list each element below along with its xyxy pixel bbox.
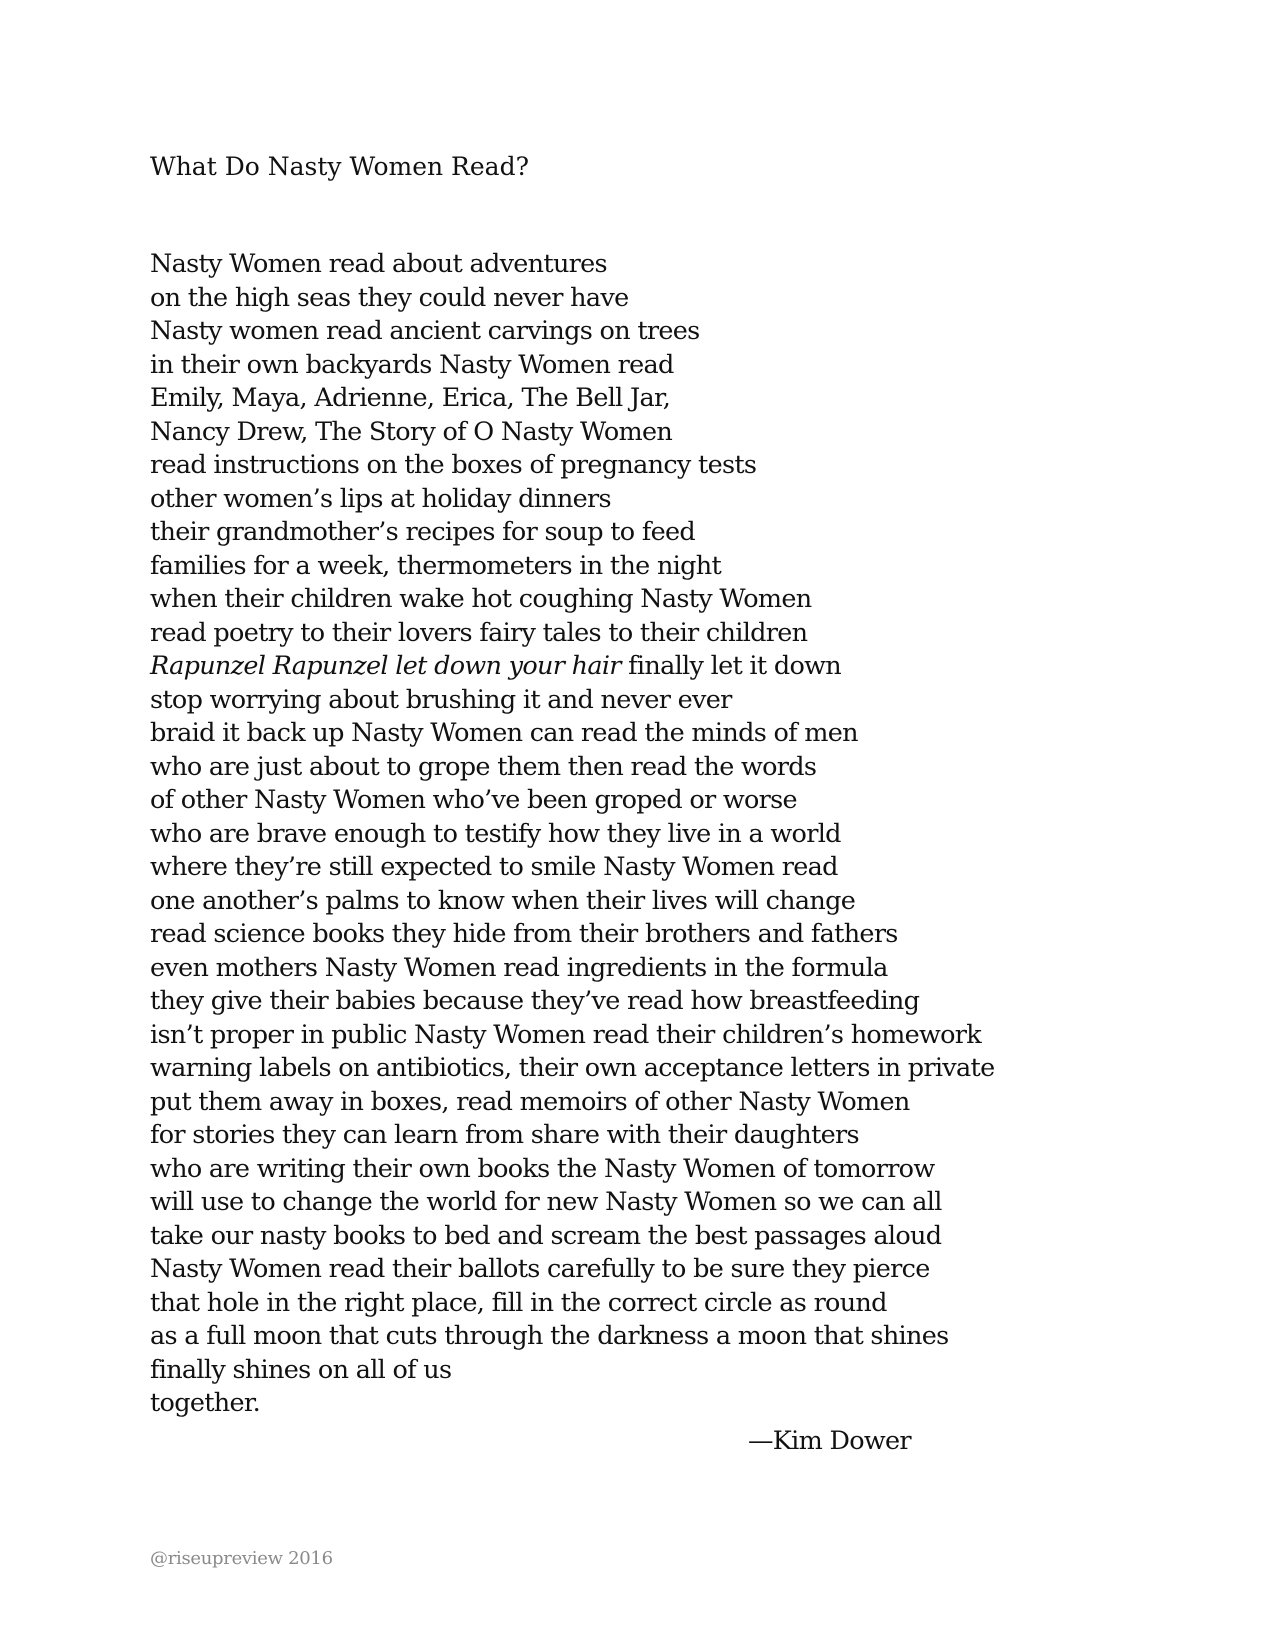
poem-line: stop worrying about brushing it and never ever xyxy=(150,684,732,715)
italic-phrase: Rapunzel Rapunzel let down your hair xyxy=(150,651,621,681)
poem-line: for stories they can learn from share with their daughters xyxy=(150,1120,859,1150)
poem-line: Nasty Women read their ballots carefully to be sure they pierce xyxy=(150,1254,930,1284)
poem-line: read science books they hide from their brothers and fathers xyxy=(150,919,898,949)
author-signature: —Kim Dower xyxy=(748,1426,911,1456)
poem-line: one another’s palms to know when their lives will change xyxy=(150,885,856,916)
poem-line: who are brave enough to testify how they live in a world xyxy=(150,818,841,849)
poem-line: of other Nasty Women who’ve been groped or worse xyxy=(150,785,797,815)
poem-line: that hole in the right place, fill in the correct circle as round xyxy=(150,1287,887,1318)
poem-line: will use to change the world for new Nasty Women so we can all xyxy=(150,1187,942,1217)
poem-line: who are writing their own books the Nasty Women of tomorrow xyxy=(150,1153,935,1184)
poem-line: Nasty Women read about adventures xyxy=(150,249,607,279)
poem-line: warning labels on antibiotics, their own acceptance letters in private xyxy=(150,1053,995,1083)
poem-line: finally shines on all of us xyxy=(150,1354,452,1385)
poem-line: their grandmother’s recipes for soup to feed xyxy=(150,517,696,547)
poem-line: read instructions on the boxes of pregnancy tests xyxy=(150,450,757,480)
poem-line: as a full moon that cuts through the darkness a moon that shines xyxy=(150,1321,949,1351)
poem-line: in their own backyards Nasty Women read xyxy=(150,349,674,380)
poem-line: who are just about to grope them then read the words xyxy=(150,751,817,782)
poem-line: Nancy Drew, The Story of O Nasty Women xyxy=(150,416,673,447)
poem-line: they give their babies because they’ve read how breastfeeding xyxy=(150,986,920,1016)
poem-line: take our nasty books to bed and scream the best passages aloud xyxy=(150,1220,942,1251)
poem-line: where they’re still expected to smile Nasty Women read xyxy=(150,852,838,882)
poem-line: read poetry to their lovers fairy tales to their children xyxy=(150,617,808,648)
poem-line: when their children wake hot coughing Nasty Women xyxy=(150,584,812,614)
poem-line: together. xyxy=(150,1388,260,1418)
poem-line: put them away in boxes, read memoirs of other Nasty Women xyxy=(150,1086,910,1117)
poem-line: other women’s lips at holiday dinners xyxy=(150,483,611,514)
poem-line: Nasty women read ancient carvings on trees xyxy=(150,316,700,346)
poem-title: What Do Nasty Women Read? xyxy=(150,152,529,181)
poem-line: families for a week, thermometers in the night xyxy=(150,550,722,581)
poem-line: on the high seas they could never have xyxy=(150,282,629,313)
poem-line: braid it back up Nasty Women can read the minds of men xyxy=(150,718,858,748)
footer-credit: @riseupreview 2016 xyxy=(150,1548,333,1569)
poem-line-italic xyxy=(150,650,1200,684)
poem-body xyxy=(150,248,1200,1421)
poem-line: Emily, Maya, Adrienne, Erica, The Bell Jar, xyxy=(150,383,671,413)
poem-line: isn’t proper in public Nasty Women read their children’s homework xyxy=(150,1019,981,1050)
poem-line-rest: finally let it down xyxy=(620,651,841,681)
poem-line: even mothers Nasty Women read ingredients in the formula xyxy=(150,952,888,983)
